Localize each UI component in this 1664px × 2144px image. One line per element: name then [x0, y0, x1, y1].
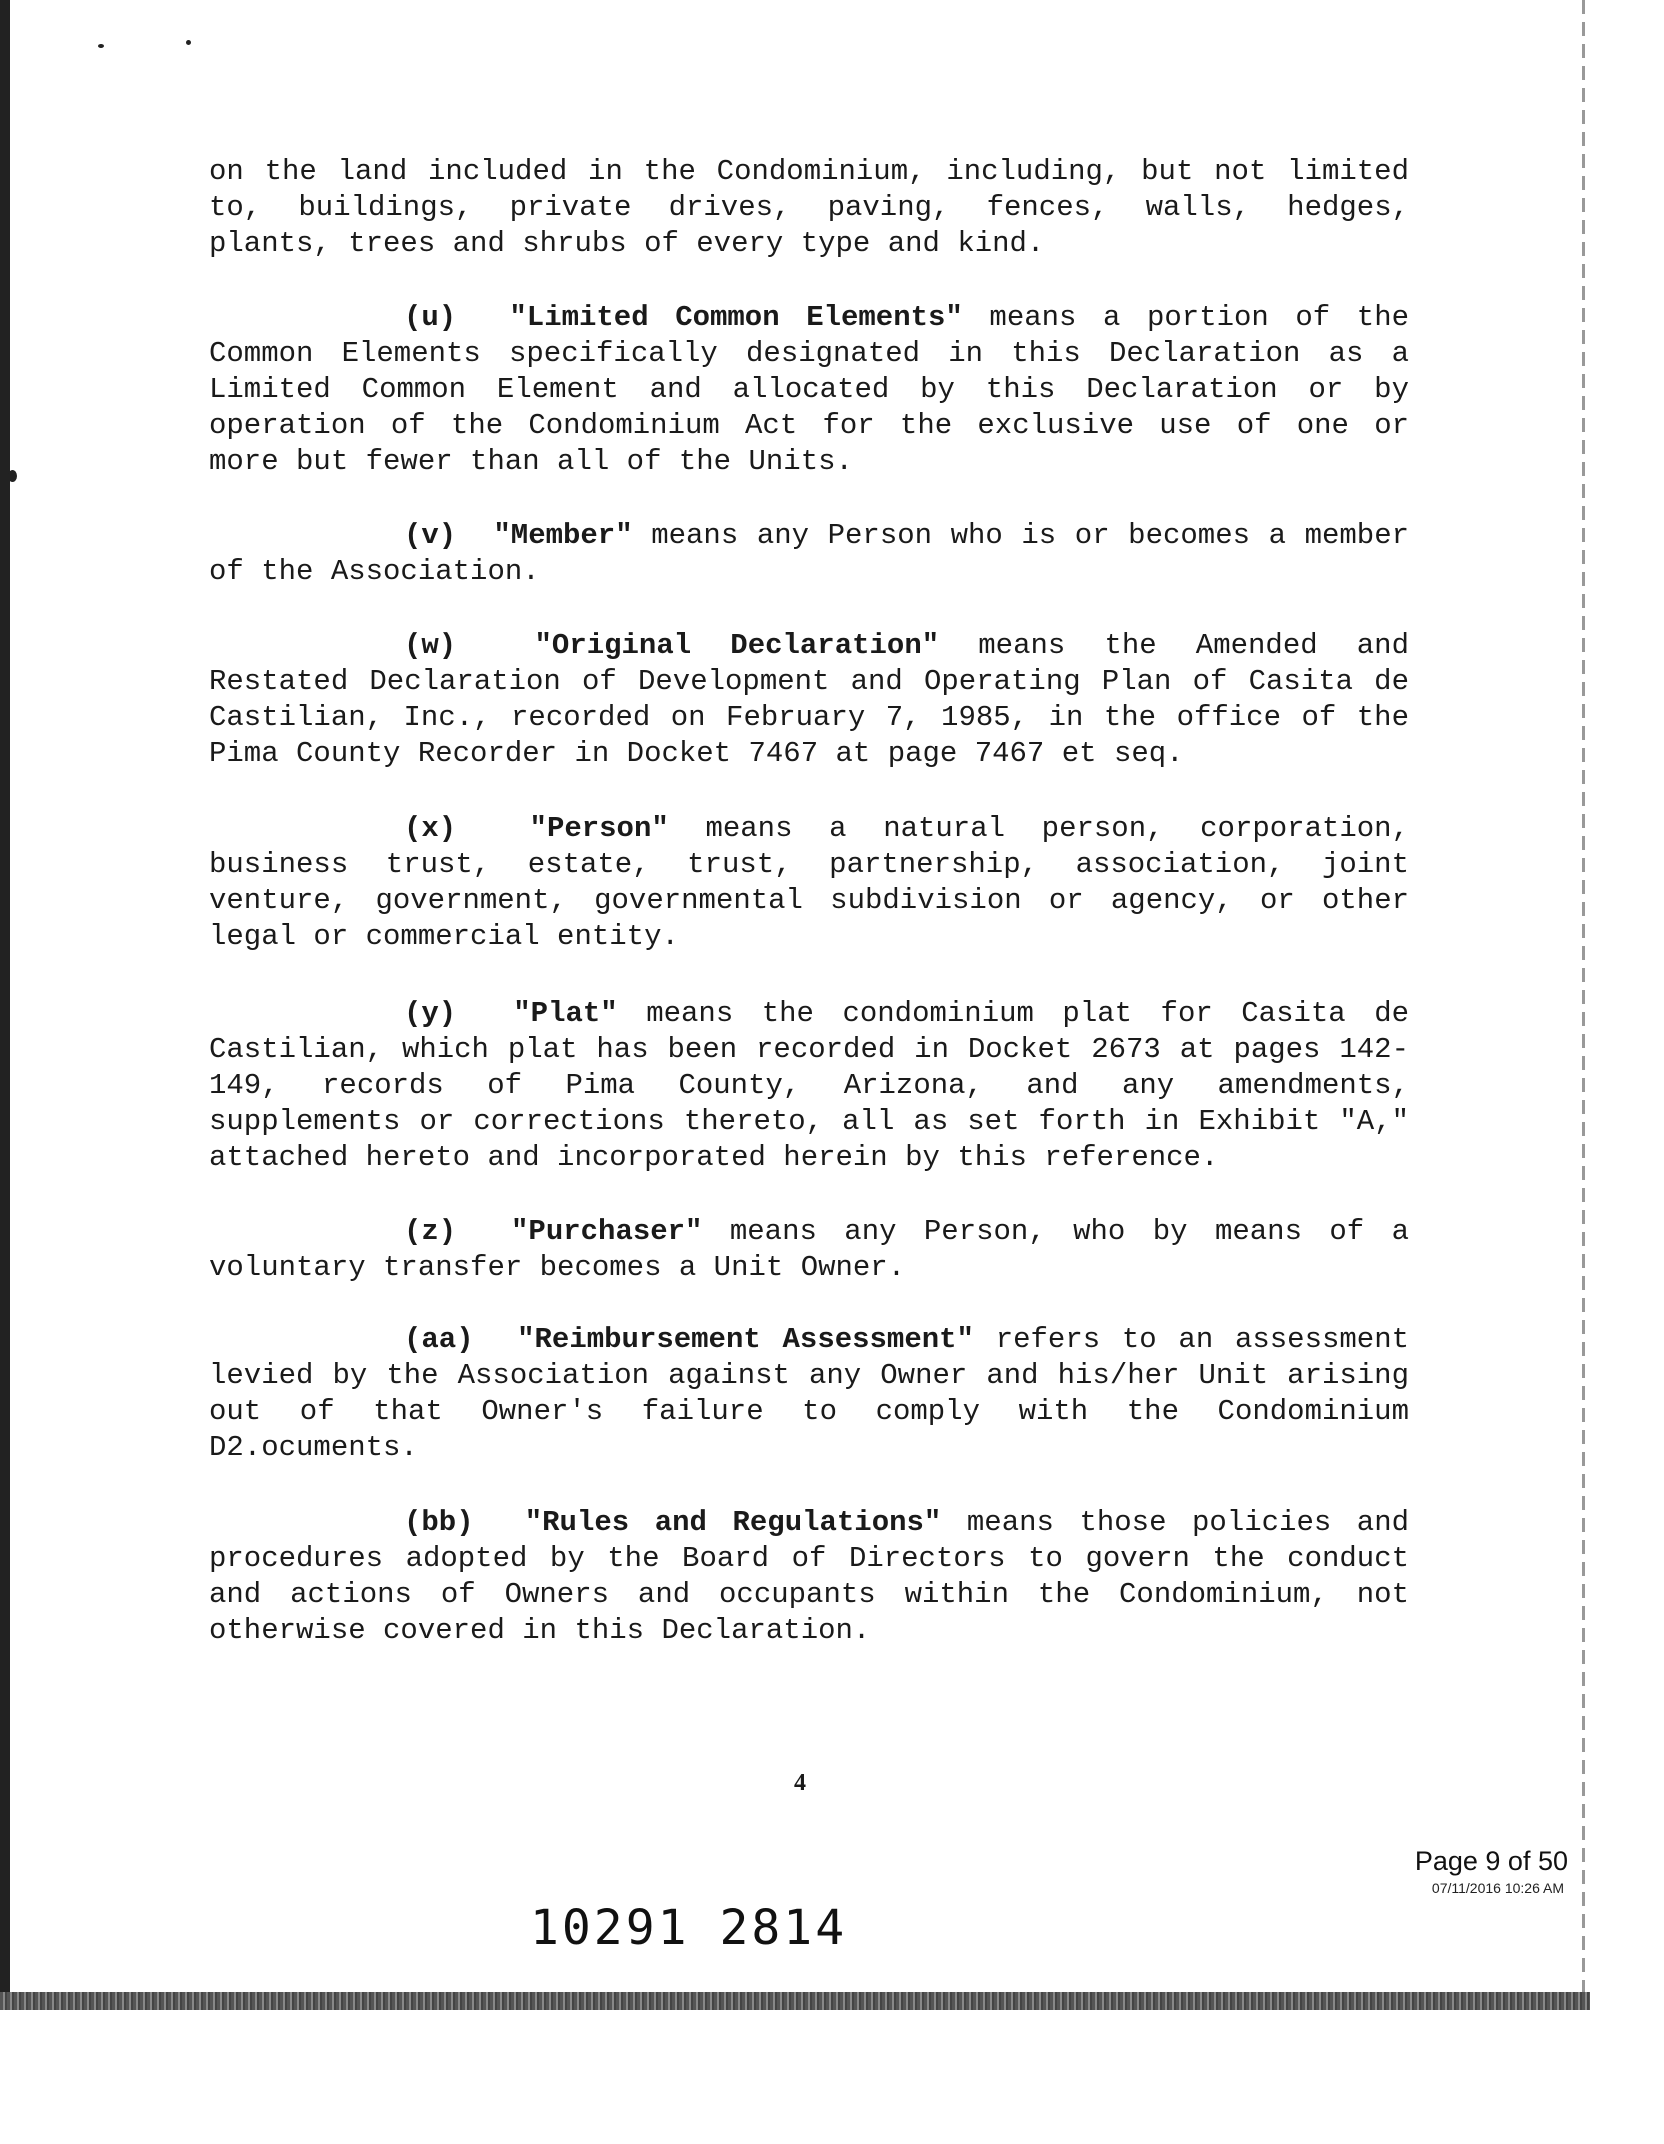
defined-term: "Reimbursement Assessment" [517, 1323, 974, 1356]
definition-paragraph [209, 1322, 1409, 1466]
paragraph-text: means those policies and procedures adopted by the Board of Directors to govern the conduct and actions of Owners and occupants within the Condominium, not otherwise covered in this Declaration. [209, 1506, 1410, 1647]
paragraph-text: on the land included in the Condominium, including, but not limited to, buildings, private drives, paving, fences, walls, hedges, plants, trees and shrubs of every type and kind. [209, 155, 1409, 260]
paragraph-text: means any Person who is or becomes a member of the Association. [209, 519, 1409, 588]
paragraph-label: (x) [404, 812, 457, 845]
definition-paragraph [209, 300, 1409, 480]
definition-paragraph [209, 518, 1409, 590]
scan-speck [186, 40, 191, 45]
paragraph-text: means a portion of the Common Elements specifically designated in this Declaration as a Limited Common Element and allocated by this Declaration or by operation of the Condominium Act for the exclusive use of one or more but fewer than all of the Units. [209, 301, 1409, 478]
docket-book: 10291 [530, 1900, 690, 1956]
docket-page: 2814 [719, 1900, 848, 1956]
scan-speck [8, 470, 17, 482]
definition-paragraph [209, 1505, 1409, 1649]
paragraph-text: means a natural person, corporation, business trust, estate, trust, partnership, association, joint venture, government, governmental subdivision or agency, or other legal or commercial entity. [209, 812, 1409, 953]
defined-term: "Person" [529, 812, 669, 845]
docket-number [530, 1900, 877, 1956]
definition-paragraph [209, 811, 1409, 955]
defined-term: "Rules and Regulations" [524, 1506, 942, 1539]
paragraph-label: (w) [404, 629, 457, 662]
definition-paragraph [209, 154, 1409, 262]
page-number: 4 [794, 1770, 806, 1796]
paragraph-text: refers to an assessment levied by the Association against any Owner and his/her Unit arising out of that Owner's failure to comply with the Condominium D2.ocuments. [209, 1323, 1409, 1464]
timestamp-stamp: 07/11/2016 10:26 AM [1431, 1880, 1564, 1896]
paragraph-text: means the condominium plat for Casita de Castilian, which plat has been recorded in Docket 2673 at pages 142-149, records of Pima County, Arizona, and any amendments, supplements or corrections thereto, all as set forth in Exhibit "A," attached hereto and incorporated herein by this reference. [209, 997, 1410, 1174]
paragraph-text: means the Amended and Restated Declaration of Development and Operating Plan of Casita de Castilian, Inc., recorded on February 7, 1985, in the office of the Pima County Recorder in Docket 7467 at page 7467 et seq. [209, 629, 1409, 770]
paragraph-label: (z) [404, 1215, 457, 1248]
defined-term: "Original Declaration" [534, 629, 940, 662]
definition-paragraph [209, 1214, 1409, 1286]
scan-speck [98, 44, 104, 48]
defined-term: "Plat" [513, 997, 618, 1030]
defined-term: "Member" [493, 519, 633, 552]
paragraph-label: (bb) [404, 1506, 474, 1539]
definition-paragraph [209, 996, 1409, 1176]
paragraph-label: (aa) [404, 1323, 474, 1356]
scan-edge-bottom [0, 1992, 1590, 2010]
defined-term: "Purchaser" [511, 1215, 703, 1248]
scan-edge-right [1582, 0, 1585, 2008]
paragraph-text: means any Person, who by means of a voluntary transfer becomes a Unit Owner. [209, 1215, 1409, 1284]
page-count-stamp: Page 9 of 50 [1414, 1846, 1568, 1876]
paragraph-label: (y) [404, 997, 457, 1030]
paragraph-label: (v) [404, 519, 457, 552]
definition-paragraph [209, 628, 1409, 772]
paragraph-label: (u) [404, 301, 457, 334]
defined-term: "Limited Common Elements" [509, 301, 963, 334]
